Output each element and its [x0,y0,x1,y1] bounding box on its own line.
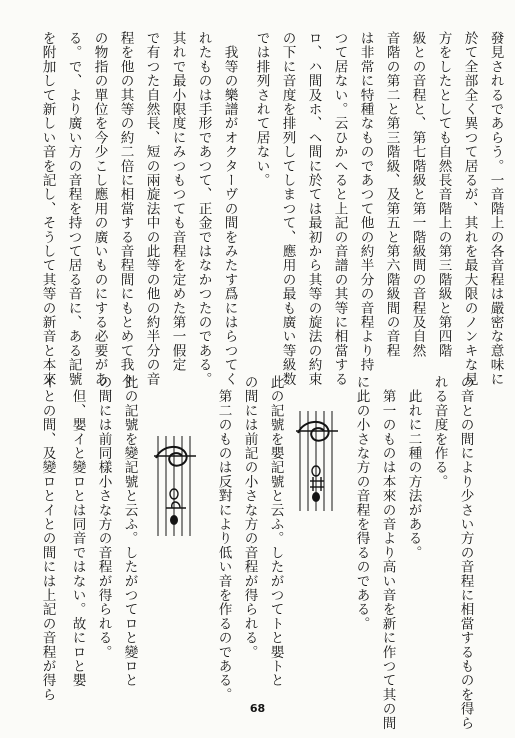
text-column: る。で、より廣い方の音程を持つて居る音に、ある記號 [65,31,82,386]
flat-notation-example [152,430,198,542]
text-column: では排列されて居ない。 [253,31,270,188]
text-column: を附加して新しい音を記し、そうして其等の新音と本來 [39,31,56,386]
text-column: つて居ない。云ひかへると上記の音譜の其等に相當する [331,31,348,386]
text-column: は非常に特種なものであつて他の約半分の音程より持 [357,31,374,372]
sharp-notation-example [294,405,340,517]
text-column: 其れで最小限度にみつもつても音程を定めた第一假定 [169,31,186,372]
text-column: で有つた自然長、短の兩旋法中の此等の他の約半分の音 [143,31,160,386]
text-column: 我等の樂譜がオクターヴの間をみたす爲にはらつてく [221,31,238,386]
text-column: の下に音度を排列してしまつて、應用の最も廣い等級数 [279,31,296,386]
text-column: 第二のものは反對により低い音を作るのである。 [215,375,232,702]
text-column: 方をしたとしても自然長音階上の第三階級と第四階 [435,31,452,358]
text-column: 發見されるであらう。一音階上の各音程は嚴密な意味に [487,31,504,386]
text-column: れる音度を作る。 [431,375,448,489]
text-column: の音との間により少さい方の音程に相當するものを得ら [457,375,474,730]
text-column: 此の記號を嬰記號と云ふ。したがつてトと嬰トと [267,375,284,688]
text-column: 此れに二種の方法がある。 [405,375,422,560]
text-column: の間には前同樣小さな方の音程が得られる。 [95,375,112,659]
text-column: 於て全部全く異つて居るが、其れを最大限のノンキな見 [461,31,478,386]
text-column: 級との音程と、第七階級と第一階級間の音程及自然 [409,31,426,358]
text-column: 但、嬰イと變ロとは同音ではない。故にロと嬰 [69,375,86,688]
text-column: 音階の第二と第三階級、及第五と第六階級間の音程 [383,31,400,358]
text-column: の物指の單位を今少こし應用の廣いものにする必要があ [91,31,108,386]
text-column: イとの間、及變ロとイとの間には上記の音程が得ら [39,375,56,702]
text-column: に此の小さな方の音程を得るのである。 [353,375,370,631]
text-column: 程を他の其等の約二倍に相當する音程間にもとめて我々 [117,31,134,386]
text-column: 第一のものは本來の音より高い音を新に作つて其の間 [379,375,396,730]
text-column: 此の記號を變記號と云ふ。したがつてロと變ロと [121,375,138,688]
text-column: ロ、ハ間及ホ、ヘ間に於ては最初から其等の旋法の約束 [305,31,322,386]
text-column: れたものは手形であつて、正金ではなかつたのである。 [195,31,212,386]
page-number: 68 [249,702,266,715]
text-column: の間には前記の小さな方の音程が得られる。 [241,375,258,659]
